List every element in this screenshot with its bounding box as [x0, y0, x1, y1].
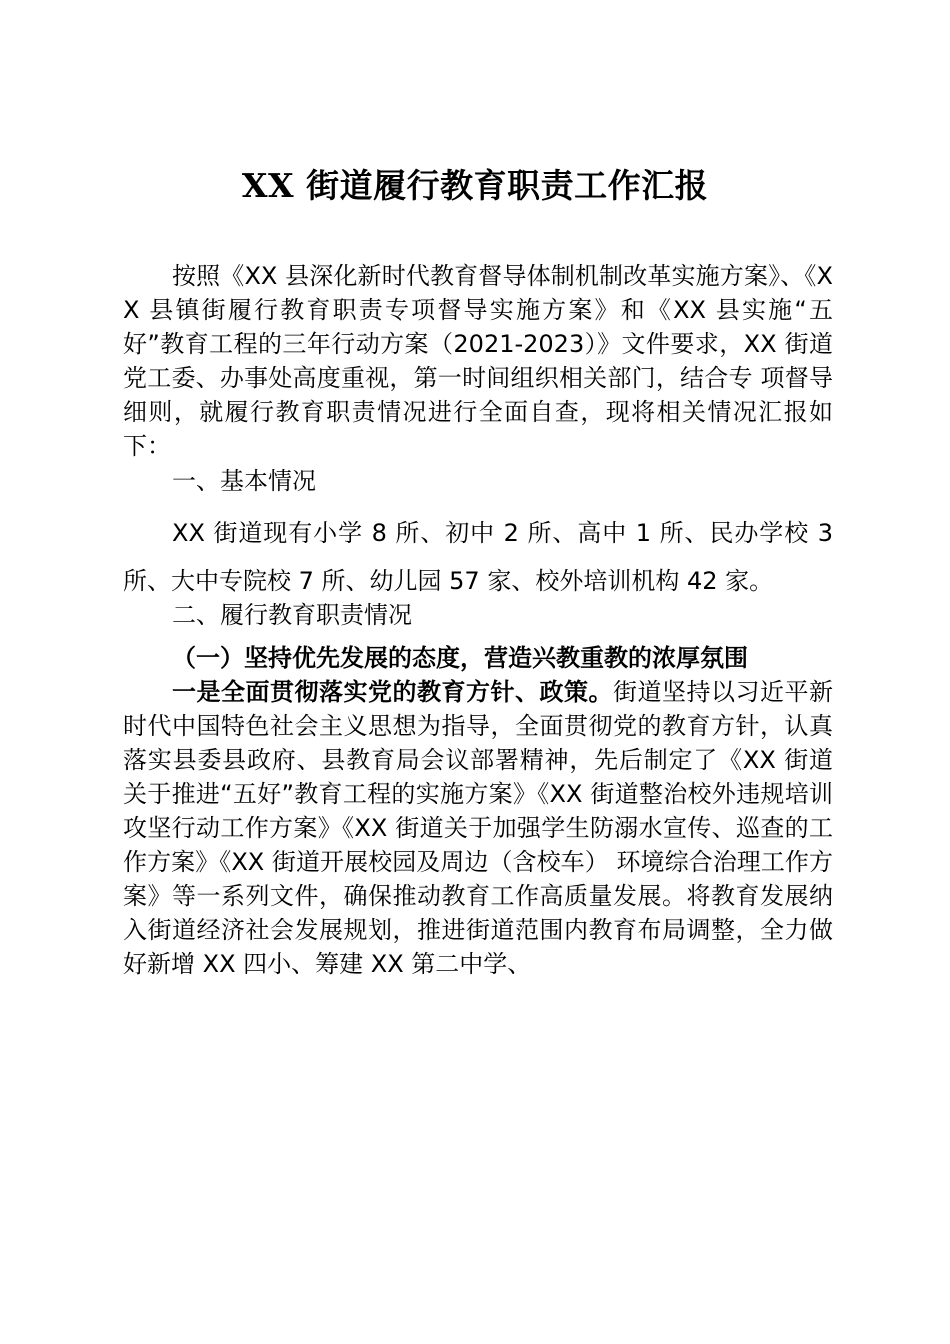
- basic-situation-paragraph: XX 街道现有小学 8 所、初中 2 所、高中 1 所、民办学校 3 所、大中专院校 7 所、幼儿园 57 家、校外培训机构 42 家。: [123, 519, 833, 595]
- policy-implementation-paragraph: [123, 675, 833, 981]
- intro-paragraph: 按照《XX 县深化新时代教育督导体制机制改革实施方案》、《XX 县镇街履行教育职责专项督导实施方案》和《XX 县实施“五好”教育工程的三年行动方案（2021-2023）》文件要求，XX 街道党工委、办事处高度重视，第一时间组织相关部门，结合专 项督导细则，就履行教育职责情况进行全面自查，现将相关情况汇报如下：: [123, 262, 833, 460]
- paragraph-body-text: 街道坚持以习近平新时代中国特色社会主义思想为指导，全面贯彻党的教育方针，认真落实县委县政府、县教育局会议部署精神，先后制定了《XX 街道关于推进“五好”教育工程的实施方案》《XX 街道整治校外违规培训攻坚行动工作方案》《XX 街道关于加强学生防溺水宣传、巡查的工作方案》《XX 街道开展校园及周边（含校车） 环境综合治理工作方案》等一系列文件，确保推动教育工作高质量发展。将教育发展纳入街道经济社会发展规划，推进街道范围内教育布局调整，全力做好新增 XX 四小、筹建 XX 第二中学、: [123, 678, 833, 978]
- section-heading-duty-performance: 二、履行教育职责情况: [172, 601, 412, 629]
- section-heading-basic-situation: 一、基本情况: [172, 467, 316, 495]
- document-title: XX 街道履行教育职责工作汇报: [241, 166, 709, 205]
- paragraph-lead-text: 一是全面贯彻落实党的教育方针、政策。: [172, 678, 613, 706]
- subsection-heading-priority-development: （一）坚持优先发展的态度，营造兴教重教的浓厚氛围: [172, 644, 748, 672]
